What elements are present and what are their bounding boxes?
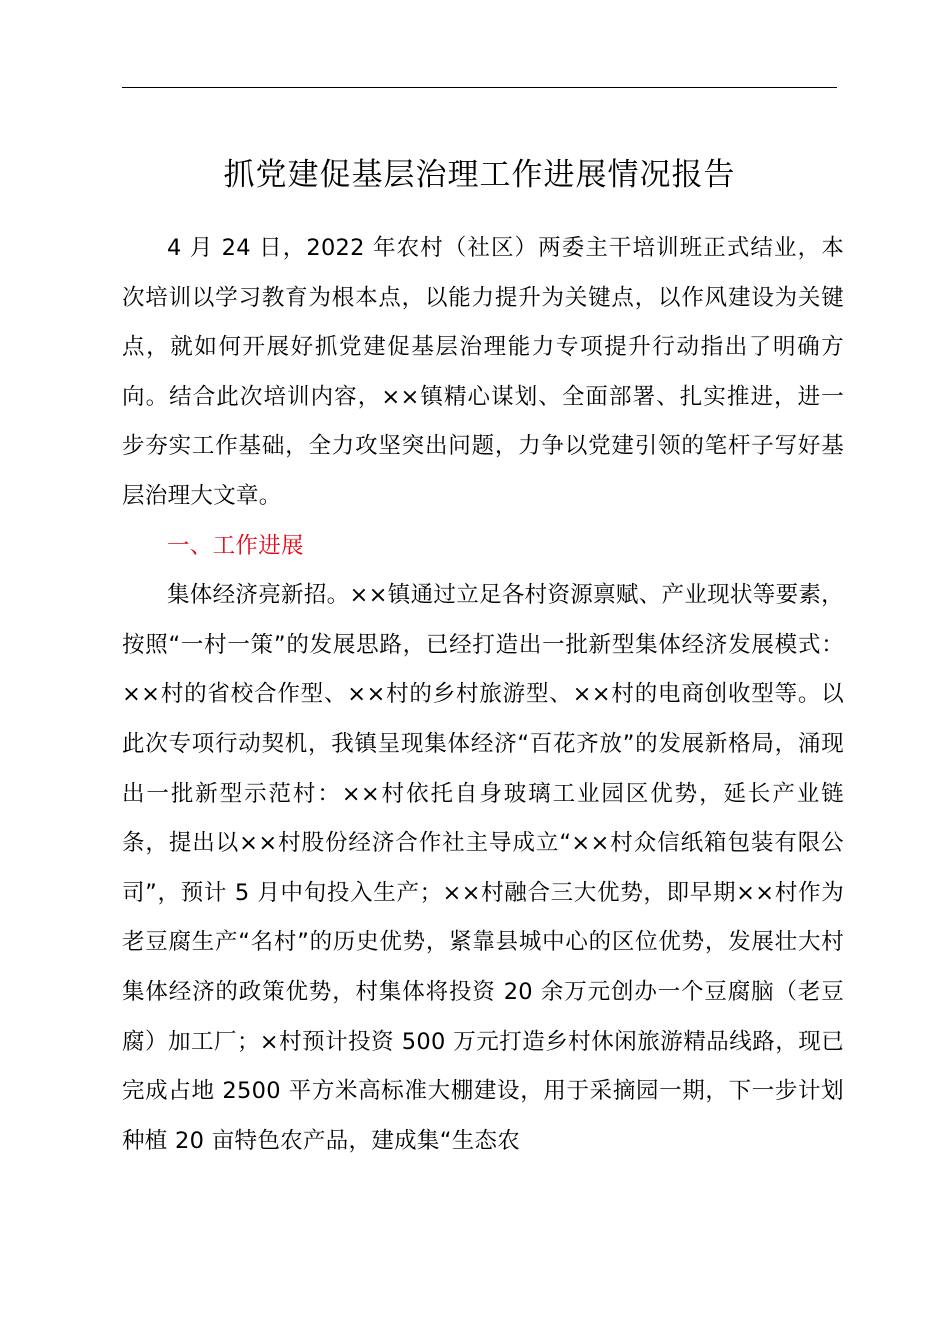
section-heading: 一、工作进展: [167, 532, 304, 559]
intro-paragraph: 4 月 24 日，2022 年农村（社区）两委主干培训班正式结业，本次培训以学习教育为根本点，以能力提升为关键点，以作风建设为关键点，就如何开展好抓党建促基层治理能力专项提升行动指出了明确方向。结合此次培训内容，××镇精心谋划、全面部署、扎实推进，进一步夯实工作基础，全力攻坚突出问题，力争以党建引领的笔杆子写好基层治理大文章。: [122, 235, 844, 509]
header-rule: [122, 87, 837, 88]
section-paragraph: 集体经济亮新招。××镇通过立足各村资源禀赋、产业现状等要素，按照“一村一策”的发展思路，已经打造出一批新型集体经济发展模式：××村的省校合作型、××村的乡村旅游型、××村的电商创收型等。以此次专项行动契机，我镇呈现集体经济“百花齐放”的发展新格局，涌现出一批新型示范村：××村依托自身玻璃工业园区优势，延长产业链条，提出以××村股份经济合作社主导成立“××村众信纸箱包装有限公司”，预计 5 月中旬投入生产；××村融合三大优势，即早期××村作为老豆腐生产“名村”的历史优势，紧靠县城中心的区位优势，发展壮大村集体经济的政策优势，村集体将投资 20 余万元创办一个豆腐脑（老豆腐）加工厂；×村预计投资 500 万元打造乡村休闲旅游精品线路，现已完成占地 2500 平方米高标准大棚建设，用于采摘园一期，下一步计划种植 20 亩特色农产品，建成集“生态农: [122, 582, 844, 1154]
document-body: [122, 224, 844, 1166]
document-title: 抓党建促基层治理工作进展情况报告: [223, 157, 736, 193]
